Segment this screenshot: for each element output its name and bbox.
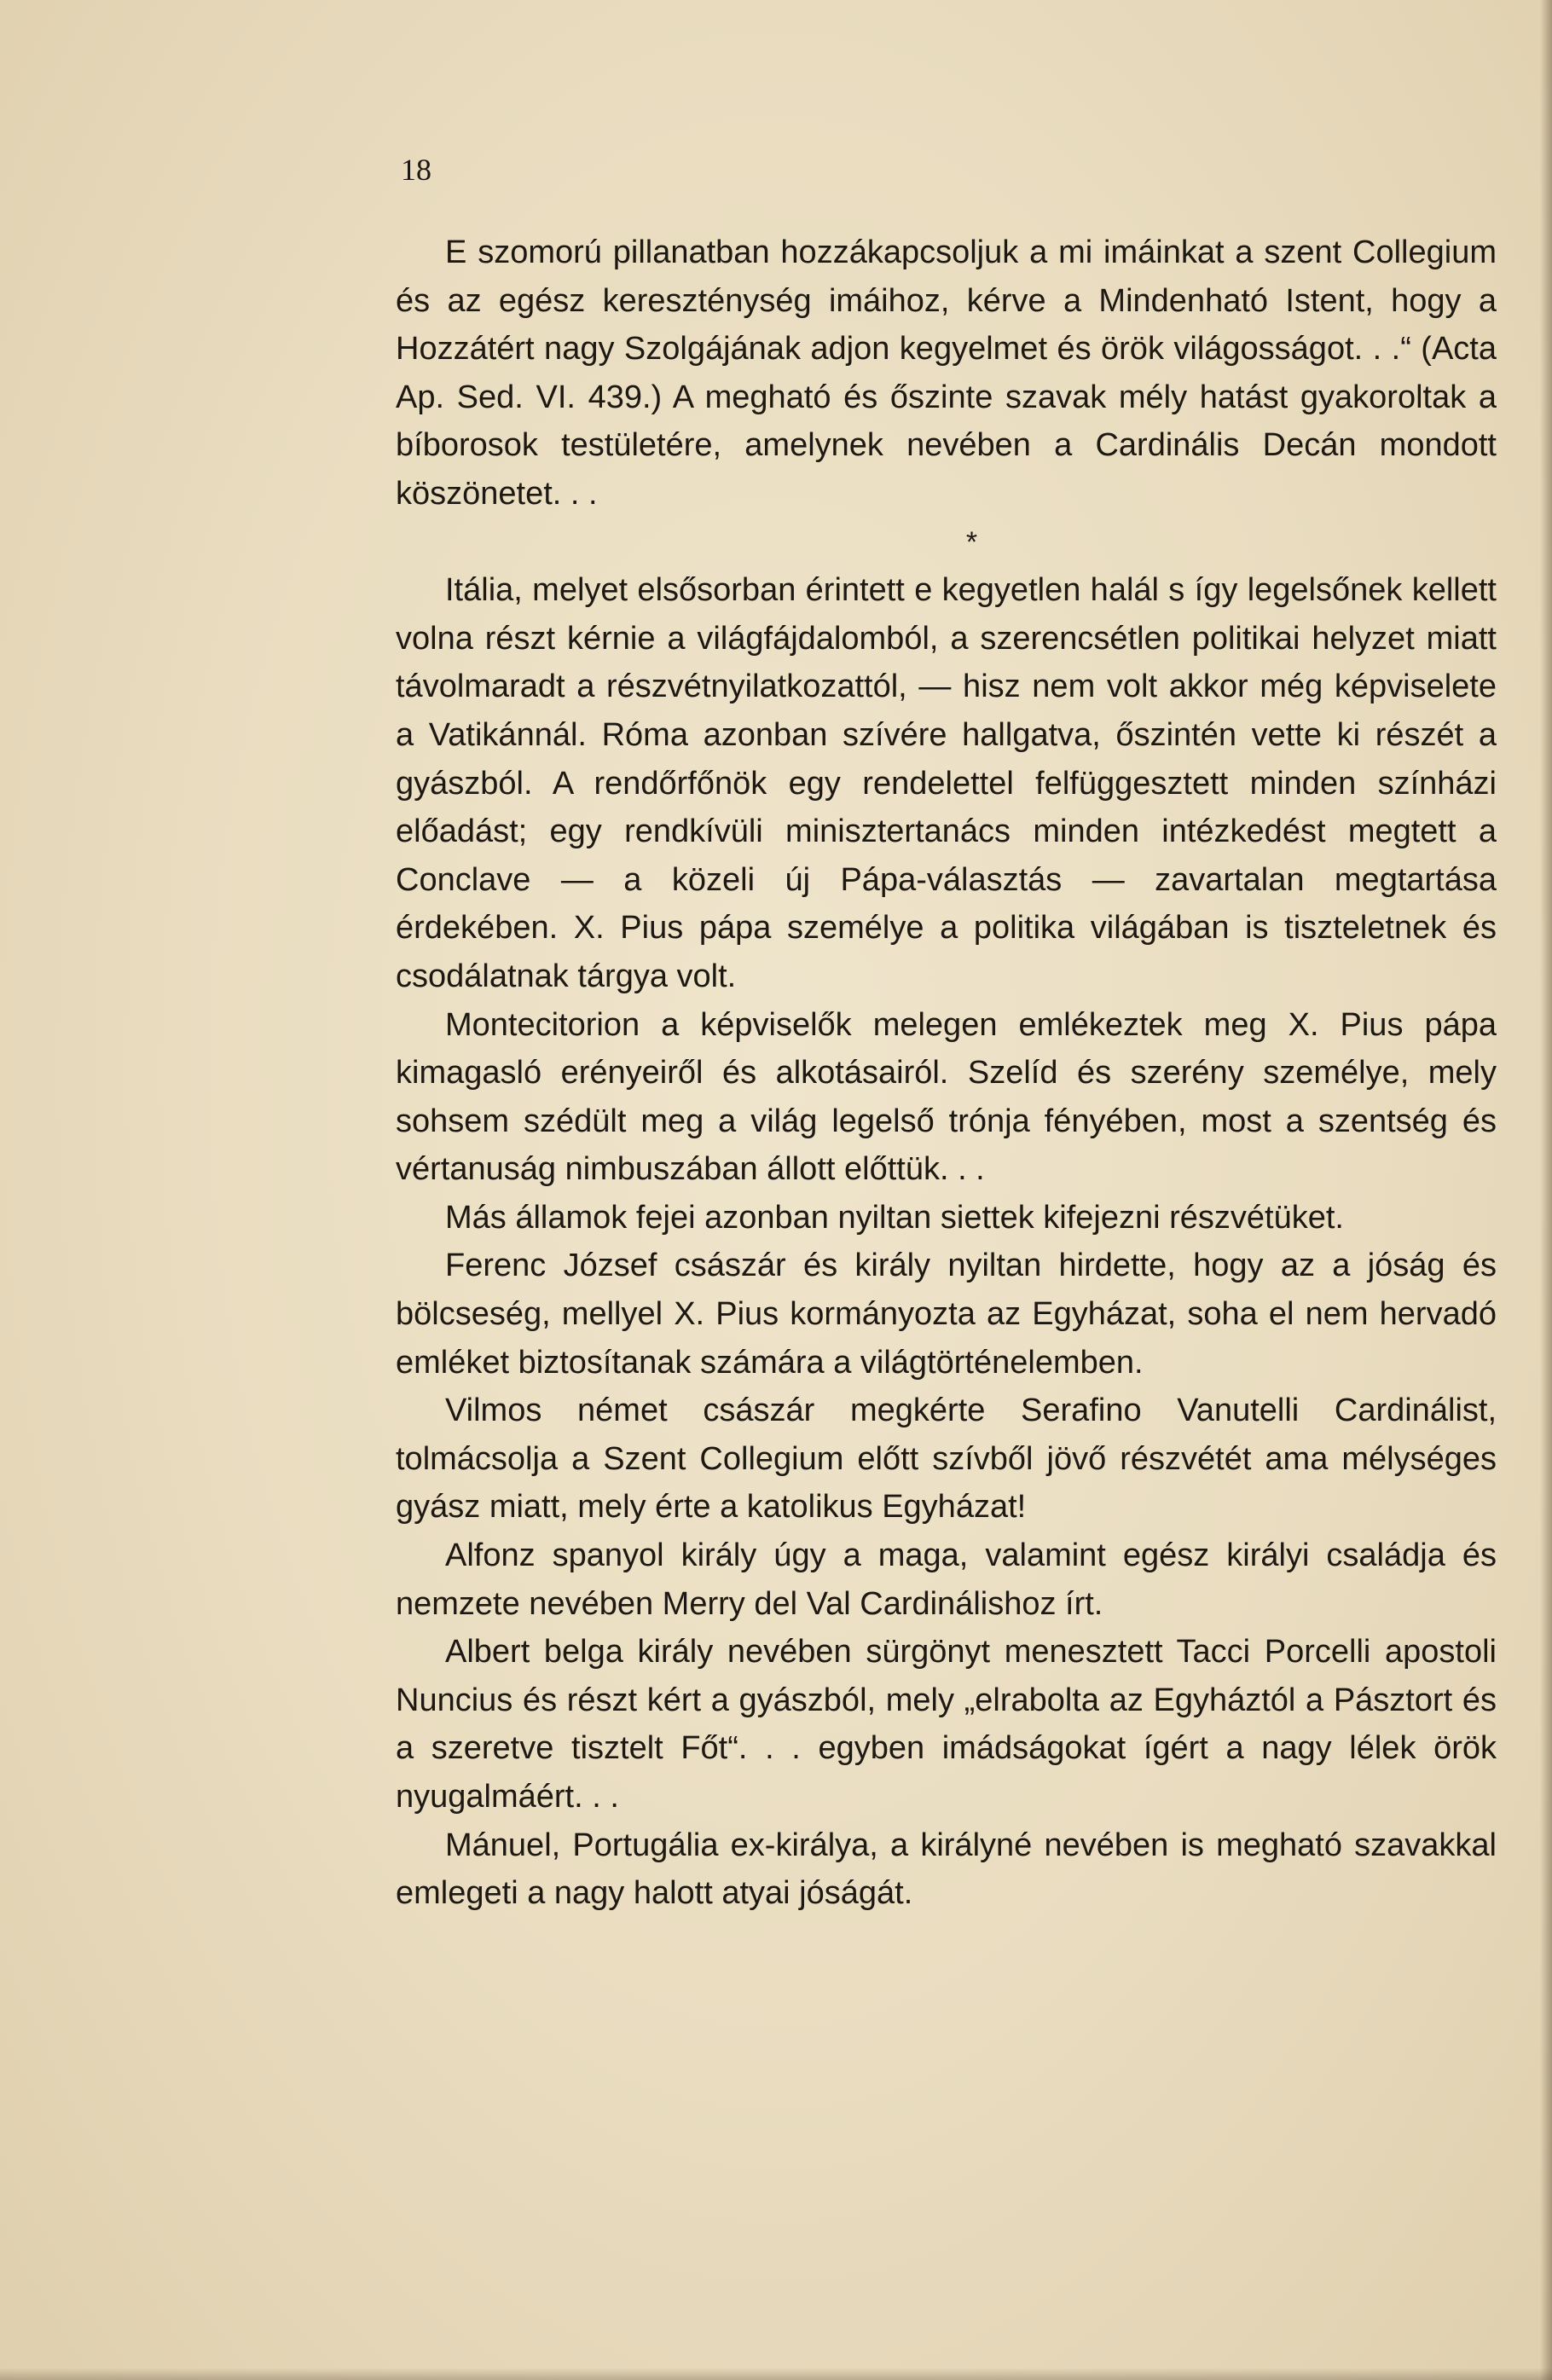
paragraph: Itália, melyet elsősorban érintett e kegyetlen halál s így legelsőnek kellett volna részt kérnie a világfájdalomból, a szerencsétlen politikai helyzet miatt távolmaradt a részvétnyilatkozattól, — hisz nem volt akkor még képviselete a Vatikánnál. Róma azonban szívére hallgatva, őszintén vette ki részét a gyászból. A rendőrfőnök egy rendelettel felfüggesztett minden színházi előadást; egy rendkívüli minisztertanács minden intézkedést megtett a Conclave — a közeli új Pápa-választás — zavartalan megtartása érdekében. X. Pius pápa személye a politika világában is tiszteletnek és csodálatnak tárgya volt. (396, 572, 1497, 994)
paragraph: Más államok fejei azonban nyiltan siettek kifejezni részvétüket. (445, 1199, 1344, 1236)
paragraph: Vilmos német császár megkérte Serafino Vanutelli Cardinálist, tolmácsolja a Szent Collegium előtt szívből jövő részvétét ama mélységes gyász miatt, mely érte a katolikus Egyházat! (396, 1393, 1497, 1526)
paragraph: Albert belga király nevében sürgönyt menesztett Tacci Porcelli apostoli Nuncius és részt kért a gyászból, mely „elrabolta az Egyháztól a Pásztort és a szeretve tisztelt Főt“. . . egyben imádságokat ígért a nagy lélek örök nyugalmáért. . . (396, 1634, 1497, 1815)
paragraph: Alfonz spanyol király úgy a maga, valamint egész királyi családja és nemzete nevében Merry del Val Cardinálishoz írt. (396, 1537, 1497, 1622)
page-number: 18 (401, 153, 431, 187)
paragraph: Ferenc József császár és király nyiltan hirdette, hogy az a jóság és bölcseség, mellyel X. Pius kormányozta az Egyházat, soha el nem hervadó emléket biztosítanak számára a világtörténelemben. (396, 1248, 1497, 1381)
body-text (396, 229, 1497, 1918)
paragraph: Mánuel, Portugália ex-királya, a királyné nevében is megható szavakkal emlegeti a nagy halott atyai jóságát. (396, 1827, 1497, 1912)
section-separator: * (965, 525, 978, 559)
paragraph: Montecitorion a képviselők melegen emlékeztek meg X. Pius pápa kimagasló erényeiről és alkotásairól. Szelíd és szerény személye, mely sohsem szédült meg a világ legelső trónja fényében, most a szentség és vértanuság nimbuszában állott előttük. . . (396, 1006, 1497, 1188)
paragraph: E szomorú pillanatban hozzákapcsoljuk a mi imáinkat a szent Collegium és az egész kereszténység imáihoz, kérve a Mindenható Istent, hogy a Hozzátért nagy Szolgájának adjon kegyelmet és örök világosságot. . .“ (Acta Ap. Sed. VI. 439.) A megható és őszinte szavak mély hatást gyakoroltak a bíborosok testületére, amelynek nevében a Cardinális Decán mondott köszönetet. . . (396, 235, 1497, 512)
